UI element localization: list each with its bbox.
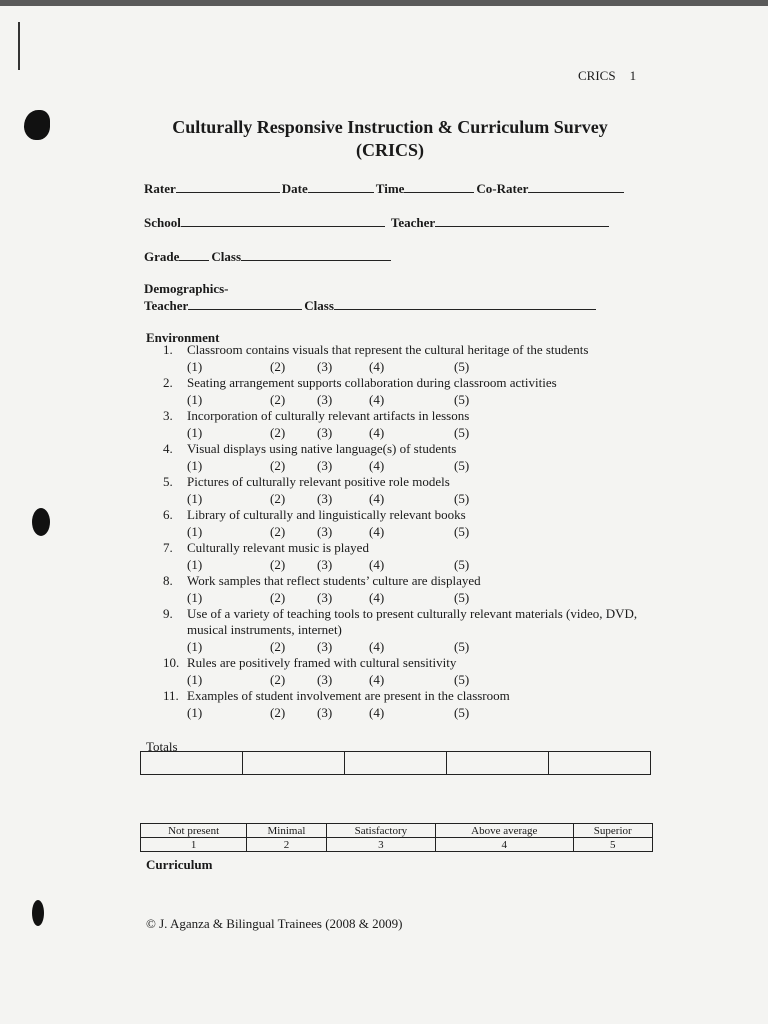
page-number: 1 <box>629 68 637 83</box>
teacher-field[interactable] <box>435 214 609 227</box>
item-question <box>163 507 643 523</box>
rating-option[interactable]: (3) <box>317 590 333 605</box>
totals-cell[interactable] <box>243 752 345 774</box>
item-number: 5. <box>163 474 173 489</box>
rating-option[interactable]: (3) <box>317 557 333 572</box>
rating-option[interactable]: (1) <box>187 392 203 407</box>
demo-teacher-field[interactable] <box>188 297 302 310</box>
rating-scale <box>163 523 643 540</box>
item-text: Pictures of culturally relevant positive role models <box>187 474 450 489</box>
rating-option[interactable]: (2) <box>270 458 286 473</box>
rating-option[interactable]: (4) <box>369 392 385 407</box>
item-number: 11. <box>163 688 179 703</box>
date-field[interactable] <box>308 180 374 193</box>
rating-scale <box>163 490 643 507</box>
totals-cell[interactable] <box>447 752 549 774</box>
rating-option[interactable]: (2) <box>270 491 286 506</box>
rating-scale <box>163 424 643 441</box>
rating-scale <box>163 589 643 606</box>
item-text: Classroom contains visuals that represent the cultural heritage of the students <box>187 342 589 357</box>
item-text: Rules are positively framed with cultural sensitivity <box>187 655 457 670</box>
punch-hole-icon <box>32 900 44 926</box>
rating-option[interactable]: (2) <box>270 425 286 440</box>
rater-field[interactable] <box>176 180 280 193</box>
rating-option[interactable]: (3) <box>317 524 333 539</box>
page-title <box>140 116 640 162</box>
co-rater-label: Co-Rater <box>476 181 529 196</box>
item-text: Work samples that reflect students’ culture are displayed <box>187 573 481 588</box>
rating-option[interactable]: (3) <box>317 458 333 473</box>
rating-option[interactable]: (1) <box>187 639 203 654</box>
demographics-row <box>144 297 598 314</box>
item-question <box>163 540 643 556</box>
rating-option[interactable]: (1) <box>187 425 203 440</box>
legend-label: Minimal <box>247 824 326 838</box>
scan-edge <box>0 0 768 6</box>
legend-value: 5 <box>573 838 653 852</box>
survey-item <box>163 342 643 375</box>
rating-option[interactable]: (4) <box>369 590 385 605</box>
school-label: School <box>144 215 181 230</box>
rating-option[interactable]: (5) <box>454 524 470 539</box>
section-environment: Environment <box>146 330 220 345</box>
legend-label: Satisfactory <box>326 824 435 838</box>
rater-row <box>144 180 626 197</box>
class-label: Class <box>211 249 242 264</box>
title-line-1: Culturally Responsive Instruction & Curriculum Survey <box>172 117 608 137</box>
item-text: Library of culturally and linguistically relevant books <box>187 507 466 522</box>
item-question <box>163 688 643 704</box>
rating-option[interactable]: (4) <box>369 672 385 687</box>
survey-item <box>163 375 643 408</box>
rating-option[interactable]: (2) <box>270 672 286 687</box>
rating-scale <box>163 638 643 655</box>
rating-option[interactable]: (5) <box>454 557 470 572</box>
legend-value: 4 <box>436 838 573 852</box>
item-question <box>163 441 643 457</box>
rating-option[interactable]: (3) <box>317 359 333 374</box>
rating-option[interactable]: (1) <box>187 491 203 506</box>
totals-cell[interactable] <box>549 752 650 774</box>
legend-value: 2 <box>247 838 326 852</box>
rating-option[interactable]: (5) <box>454 705 470 720</box>
totals-cell[interactable] <box>345 752 447 774</box>
demo-class-field[interactable] <box>334 297 596 310</box>
rating-option[interactable]: (5) <box>454 491 470 506</box>
rating-option[interactable]: (3) <box>317 672 333 687</box>
rating-legend-table <box>140 823 653 852</box>
legend-value: 3 <box>326 838 435 852</box>
environment-items <box>163 342 643 721</box>
margin-mark <box>18 22 20 70</box>
punch-hole-icon <box>32 508 50 536</box>
totals-table <box>140 751 651 775</box>
rating-option[interactable]: (2) <box>270 557 286 572</box>
time-field[interactable] <box>404 180 474 193</box>
rating-option[interactable]: (4) <box>369 458 385 473</box>
co-rater-field[interactable] <box>528 180 624 193</box>
rating-option[interactable]: (2) <box>270 524 286 539</box>
item-text: Incorporation of culturally relevant artifacts in lessons <box>187 408 470 423</box>
item-number: 2. <box>163 375 173 390</box>
item-question <box>163 375 643 391</box>
teacher-label: Teacher <box>390 215 436 230</box>
rating-option[interactable]: (1) <box>187 557 203 572</box>
copyright-footer: © J. Aganza & Bilingual Trainees (2008 & 2009) <box>146 916 403 931</box>
survey-item <box>163 606 643 655</box>
rating-option[interactable]: (5) <box>454 458 470 473</box>
rating-scale <box>163 556 643 573</box>
rating-option[interactable]: (3) <box>317 705 333 720</box>
rating-option[interactable]: (4) <box>369 491 385 506</box>
school-field[interactable] <box>181 214 385 227</box>
rating-scale <box>163 704 643 721</box>
rating-option[interactable]: (4) <box>369 425 385 440</box>
grade-row <box>144 248 393 265</box>
item-number: 10. <box>163 655 180 670</box>
rating-option[interactable]: (1) <box>187 590 203 605</box>
grade-field[interactable] <box>179 248 209 261</box>
item-text: Use of a variety of teaching tools to present culturally relevant materials (video, DVD, musical instruments, internet) <box>187 606 638 637</box>
rating-option[interactable]: (3) <box>317 491 333 506</box>
rating-option[interactable]: (1) <box>187 705 203 720</box>
rating-scale <box>163 671 643 688</box>
legend-label: Superior <box>573 824 653 838</box>
survey-item <box>163 474 643 507</box>
item-text: Culturally relevant music is played <box>187 540 369 555</box>
rating-option[interactable]: (3) <box>317 639 333 654</box>
item-text: Examples of student involvement are present in the classroom <box>187 688 510 703</box>
rating-option[interactable]: (4) <box>369 359 385 374</box>
item-text: Seating arrangement supports collaboration during classroom activities <box>187 375 557 390</box>
rating-scale <box>163 391 643 408</box>
time-label: Time <box>375 181 405 196</box>
item-question <box>163 573 643 589</box>
rating-option[interactable]: (4) <box>369 524 385 539</box>
demographics-heading: Demographics- <box>144 281 229 296</box>
demo-teacher-label: Teacher <box>144 298 189 313</box>
school-row <box>144 214 611 231</box>
rating-option[interactable]: (4) <box>369 557 385 572</box>
demo-class-label: Class <box>304 298 334 313</box>
survey-item <box>163 408 643 441</box>
rating-option[interactable]: (5) <box>454 359 470 374</box>
rating-option[interactable]: (1) <box>187 359 203 374</box>
legend-label: Not present <box>141 824 247 838</box>
rating-option[interactable]: (4) <box>369 705 385 720</box>
class-field[interactable] <box>241 248 391 261</box>
survey-item <box>163 540 643 573</box>
item-text: Visual displays using native language(s) of students <box>187 441 457 456</box>
item-number: 7. <box>163 540 173 555</box>
item-number: 8. <box>163 573 173 588</box>
item-number: 4. <box>163 441 173 456</box>
punch-hole-icon <box>24 110 50 140</box>
rating-option[interactable]: (2) <box>270 590 286 605</box>
totals-label: Totals <box>146 739 178 754</box>
item-question <box>163 655 643 671</box>
rating-option[interactable]: (5) <box>454 425 470 440</box>
rating-option[interactable]: (5) <box>454 392 470 407</box>
rating-option[interactable]: (5) <box>454 639 470 654</box>
rating-option[interactable]: (3) <box>317 392 333 407</box>
legend-value: 1 <box>141 838 247 852</box>
section-curriculum: Curriculum <box>146 857 213 872</box>
doc-code: CRICS <box>578 68 616 83</box>
rating-option[interactable]: (4) <box>369 639 385 654</box>
rating-scale <box>163 457 643 474</box>
survey-item <box>163 441 643 474</box>
survey-item <box>163 688 643 721</box>
item-question <box>163 606 643 638</box>
item-number: 9. <box>163 606 173 621</box>
running-header <box>578 68 636 84</box>
grade-label: Grade <box>144 249 180 264</box>
rating-option[interactable]: (5) <box>454 590 470 605</box>
rating-option[interactable]: (2) <box>270 639 286 654</box>
rating-option[interactable]: (2) <box>270 359 286 374</box>
legend-label: Above average <box>436 824 573 838</box>
rating-option[interactable]: (2) <box>270 392 286 407</box>
item-number: 3. <box>163 408 173 423</box>
survey-item <box>163 507 643 540</box>
item-question <box>163 408 643 424</box>
rating-option[interactable]: (1) <box>187 524 203 539</box>
survey-item <box>163 655 643 688</box>
rating-option[interactable]: (5) <box>454 672 470 687</box>
rating-option[interactable]: (2) <box>270 705 286 720</box>
title-line-2: (CRICS) <box>355 140 424 160</box>
item-number: 1. <box>163 342 173 357</box>
rater-label: Rater <box>144 181 176 196</box>
item-question <box>163 342 643 358</box>
item-number: 6. <box>163 507 173 522</box>
rating-option[interactable]: (3) <box>317 425 333 440</box>
rating-option[interactable]: (1) <box>187 458 203 473</box>
survey-item <box>163 573 643 606</box>
item-question <box>163 474 643 490</box>
date-label: Date <box>281 181 308 196</box>
totals-cell[interactable] <box>141 752 243 774</box>
rating-option[interactable]: (1) <box>187 672 203 687</box>
rating-scale <box>163 358 643 375</box>
